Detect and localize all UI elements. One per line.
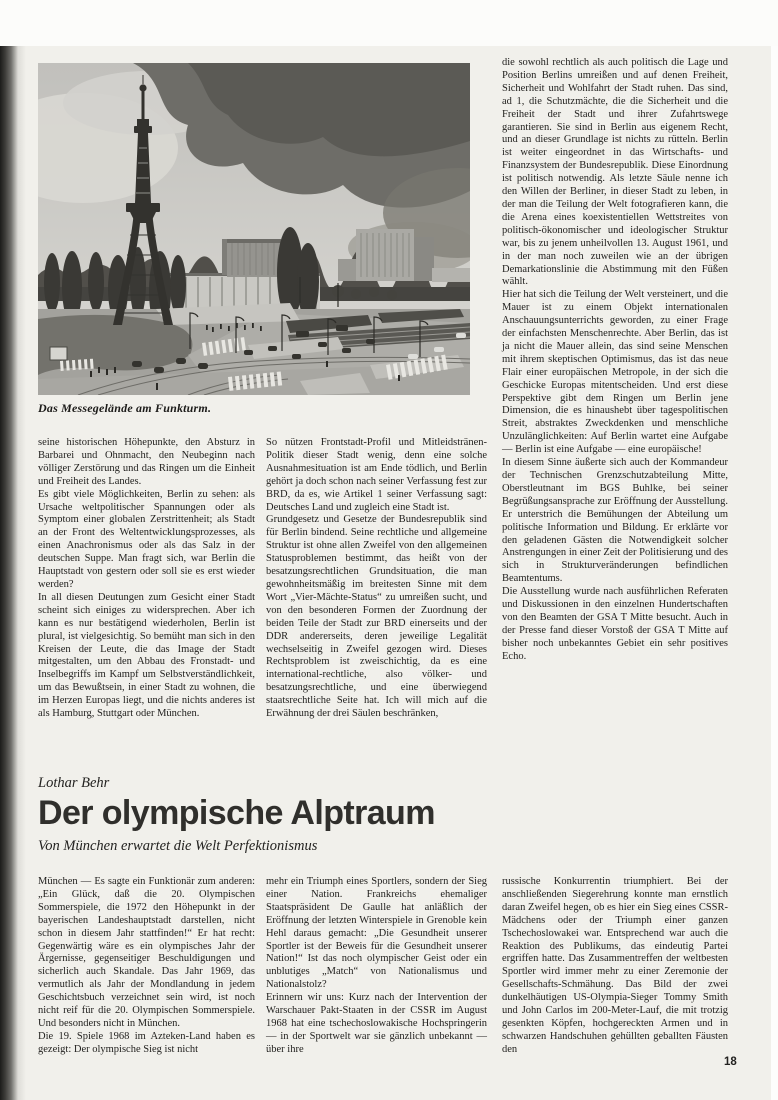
page-number: 18: [724, 1056, 737, 1068]
paragraph: russische Konkurrentin triumphiert. Bei der anschließenden Siegerehrung konnte man ernstlich daran Zweifel hegen, ob es hier ein Sieg eines CSSR-Mädchens oder der Triumph einer ganzen Tschechoslowakei war. Entsprechend war auch die Reaktion des Publikums, das eindeutig Partei ergriffen hatte. Das Zusammentreffen der weltbesten Sportler wird immer mehr zu einer Zeremonie der Gesellschafts-Schmähung. Das Bild der zwei dunkelhäutigen US-Olympia-Sieger Tommy Smith und John Carlos im 200-Meter-Lauf, die mit trotzig gesenkten Köpfen, hochgereckten Armen und in schwarzen Handschuhen gehüllten geballten Fäusten den: [502, 876, 728, 1055]
berlin-article-middle-column: [266, 437, 487, 721]
berlin-article-left-column: [38, 437, 255, 721]
paragraph: seine historischen Höhepunkte, den Absturz in Barbarei und Ohnmacht, den Neubeginn nach völliger Zerstörung und das Ringen um die Einheit und Freiheit des Landes.: [38, 437, 255, 487]
paragraph: Die Ausstellung wurde nach ausführlichen Referaten und Diskussionen in den einzelnen Hundertschaften von den Beamten der GSA T Mitte besucht. Auch in der Presse fand dieser Vorstoß der GSA T Mitte auf bisher noch unbekanntes Gebiet ein sehr positives Echo.: [502, 586, 728, 662]
page-edge: [771, 46, 778, 1100]
funkturm-photo: [38, 63, 470, 395]
article-subtitle: Von München erwartet die Welt Perfektionismus: [38, 838, 318, 854]
spine-shadow: [0, 46, 26, 1100]
paragraph: Hier hat sich die Teilung der Welt versteinert, und die Mauer ist zu einem Objekt internationalen Anschauungsunterrichts geworden, zu einer Frage der einfachsten Menschenrechte. Aber Berlin, das ist ja nicht die Mauer allein, das sind seine Menschen mit ihrem skeptischen Optimismus, das ist das neue Flair einer europäischen Metropole, in der sich die Geschicke Europas mitentscheiden. Und erst diese Perspektive gibt dem Ringen um Berlin jene Dimension, die es hinaushebt über tagespolitischen Streit, abstraktes Zweckdenken und menschliche Unzulänglichkeiten: Auf Berlin wartet eine Aufgabe — Berlin ist eine Aufgabe — eine europäische!: [502, 289, 728, 456]
paragraph: mehr ein Triumph eines Sportlers, sondern der Sieg einer Nation. Frankreichs ehemaliger Staatspräsident De Gaulle hat anläßlich der Eröffnung der letzten Winterspiele in Grenoble kein Hehl daraus gemacht: „Die Gesundheit unserer Sportler ist der Beweis für die Gesundheit unserer Nation!“ Ist das noch olympischer Geist oder ein unblutiges „Match“ von Nationalismus und Nationalstolz?: [266, 876, 487, 991]
paragraph: Erinnern wir uns: Kurz nach der Intervention der Warschauer Pakt-Staaten in der CSSR im August 1968 hat eine tschechoslowakische Hochspringerin — in der Sportwelt war sie gänzlich unbekannt — über ihre: [266, 992, 487, 1055]
paragraph: Die 19. Spiele 1968 im Azteken-Land haben es gezeigt: Der olympische Sieg ist nicht: [38, 1030, 255, 1055]
paragraph: München — Es sagte ein Funktionär zum anderen: „Ein Glück, daß die 20. Olympischen Sommerspiele, die 1972 den Höhepunkt in der bayerischen Landeshauptstadt darstellen, nicht schon in diesem Jahr stattfinden!“ Er hat recht: Gegenwärtig wäre es ein olympisches Jahr der Ärgernisse, gegenseitiger Beschuldigungen und sicherlich auch Skandale. Das Jahr 1969, das vermutlich als Jahr der Mondlandung in jedem Geschichtsbuch verzeichnet sein wird, ist noch nicht reif für die 20. Olympischen Sommerspiele. Und besonders nicht in München.: [38, 876, 255, 1029]
paragraph: Es gibt viele Möglichkeiten, Berlin zu sehen: als Ursache weltpolitischer Spannungen oder als Symptom einer globalen Zerstrittenheit; als Stadt an der Front des Weltentwicklungsprozesses, als einen Anachronismus oder als das Salz in der deutschen Suppe. Man fragt sich, war Berlin die Hauptstadt von gestern oder soll sie es erst wieder werden?: [38, 488, 255, 590]
photo-caption: Das Messegelände am Funkturm.: [38, 401, 212, 415]
paragraph: In diesem Sinne äußerte sich auch der Kommandeur der Technischen Grenzschutzabteilung Mitte, Oberstleutnant im BGS Buhlke, bei seiner Begrüßungsansprache zur Eröffnung der Ausstellung. Er unterstrich die Bemühungen der Abteilung um politische Information und Bildung. Er erklärte vor den geladenen Gästen die Notwendigkeit solcher Anstrengungen in einer Zeit der Politisierung und des sich in Strukturveränderungen befindlichen Beamtentums.: [502, 457, 728, 585]
olympia-article-left-column: [38, 876, 255, 1057]
berlin-article-right-column: [502, 57, 728, 664]
article-title: Der olympische Alptraum: [38, 794, 435, 832]
paragraph: In all diesen Deutungen zum Gesicht einer Stadt scheint sich einiges zu widersprechen. Aber ich kann es nur bestätigend wiederholen, Berlin ist plural, ist vielgesichtig. So bemüht man sich in den Kreisen der Leute, die das Image der Stadt mitgestalten, um den Abbau des Fronstadt- und Inselbegriffs im Kampf um Selbstverständlichkeit, um das Bewußtsein, in einer Stadt zu wohnen, die im Herzen Europas liegt, und die nichts anderes ist als Hamburg, Stuttgart oder München.: [38, 591, 255, 720]
article-author: Lothar Behr: [38, 775, 110, 791]
paragraph: Grundgesetz und Gesetze der Bundesrepublik sind für Berlin bindend. Seine rechtliche und allgemeine Struktur ist ohne allen Zweifel von den allgemeinen Statusproblemen bestimmt, das heißt von der besatzungsrechtlichen Grundsituation, die man gewohnheitsmäßig im breitesten Sinne mit dem Wort „Vier-Mächte-Status“ zu umreißen sucht, und von den besonderen Formen der Zuordnung der beiden Teile der Stadt zur BRD einerseits und der DDR andererseits, deren jeweilige Legalität wechselseitig in Zweifel gezogen wird. Dieses Rechtsproblem ist zweischichtig, da es eine international-rechtliche, also völker- und besatzungsrechtliche, und eine überwiegend staatsrechtliche Seite hat. Ich will mich auf die Erwähnung der drei Säulen beschränken,: [266, 514, 487, 720]
paragraph: So nützen Frontstadt-Profil und Mitleidstränen-Politik dieser Stadt wenig, denn eine solche Ausnahmesituation ist am Ende tödlich, und Berlin gehört ja doch schon nach seiner Verfassung fest zur BRD, da es, wie Artikel 1 seiner Verfassung sagt: Deutsches Land und zugleich eine Stadt ist.: [266, 437, 487, 513]
olympia-article-right-column: [502, 876, 728, 1057]
olympia-article-middle-column: [266, 876, 487, 1057]
olympia-article-header: [38, 775, 738, 855]
paragraph: die sowohl rechtlich als auch politisch die Lage und Position Berlins umreißen und auf denen Freiheit, Sicherheit und Wohlfahrt der Stadt ruhen. Das sind, ad 1, die Schutzmächte, die die Sicherheit und die Freiheit der Stadt und ihrer Zufahrtswege garantieren. Sie sind in Berlin aus eigenem Recht, und an dieser Grundlage ist nichts zu rütteln. Berlin ist weiter eingeordnet in das Wirtschafts- und Finanzsystem der Bundesrepublik. Diese Einordnung ist politisch notwendig. Als letzte Säule nenne ich den Willen der Berliner, in dieser Stadt zu leben, in der man die Teilung der Welt fotografieren kann, die die Arena eines koexistentiellen Wettstreites von politisch-ökonomischer und ideologischer Struktur war, bis zu jenem unheilvollen 13. August 1961, und in der man noch zuweilen wie an der übrigen Demarkationslinie die Abstimmung mit den Füßen wählt.: [502, 57, 728, 288]
funkturm-photo-illustration: [38, 63, 470, 395]
